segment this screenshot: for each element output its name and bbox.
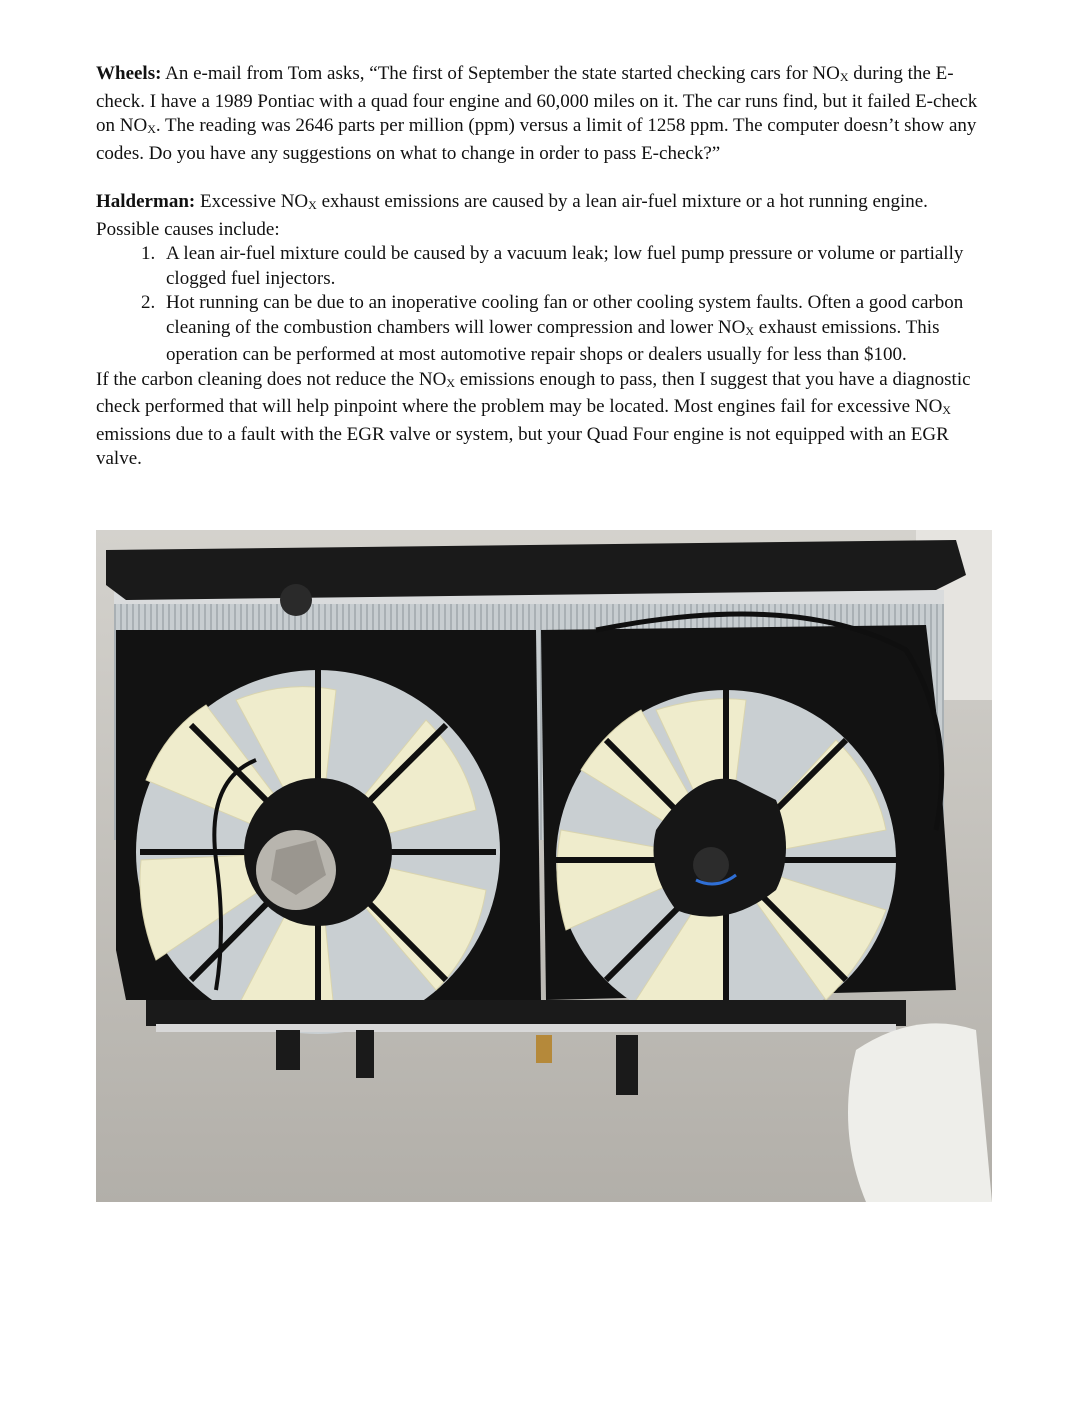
list-item: 1. A lean air-fuel mixture could be caused by a vacuum leak; low fuel pump pressure or volume or partially clogged fuel injectors.: [160, 242, 996, 291]
question-paragraph: Wheels: An e-mail from Tom asks, “The first of September the state started checking cars for NOX during the E-check. I have a 1989 Pontiac with a quad four engine and 60,000 miles on it. The car runs find, but it failed E-check on NOX. The reading was 2646 parts per million (ppm) versus a limit of 1258 ppm. The computer doesn’t show any codes. Do you have any suggestions on what to change in order to pass E-check?”: [96, 63, 978, 164]
closing-paragraph: If the carbon cleaning does not reduce the NOX emissions enough to pass, then I suggest that you have a diagnostic check performed that will help pinpoint where the problem may be located. Most engines fail for excessive NOX emissions due to a fault with the EGR valve or system, but your Quad Four engine is not equipped with an EGR valve.: [96, 368, 971, 469]
article-text: [96, 62, 996, 472]
left-fan: [136, 670, 500, 1034]
list-item: 2. Hot running can be due to an inoperative cooling fan or other cooling system faults. Often a good carbon cleaning of the combustion chambers will lower compression and lower NOX exhaust emissions. This operation can be performed at most automotive repair shops or dealers usually for less than $100.: [160, 291, 996, 368]
radiator-bottom-tank: [146, 1000, 906, 1026]
radiator-fan-photo: [96, 530, 992, 1202]
right-fan: [556, 690, 896, 1030]
coolant-reservoir: [848, 1023, 992, 1202]
question-label: Wheels:: [96, 63, 162, 84]
causes-list: [96, 242, 996, 368]
answer-paragraph: Halderman: Excessive NOX exhaust emissions are caused by a lean air-fuel mixture or a hot running engine. Possible causes include:: [96, 191, 928, 240]
answer-label: Halderman:: [96, 191, 196, 212]
radiator-top-tank: [106, 540, 966, 600]
